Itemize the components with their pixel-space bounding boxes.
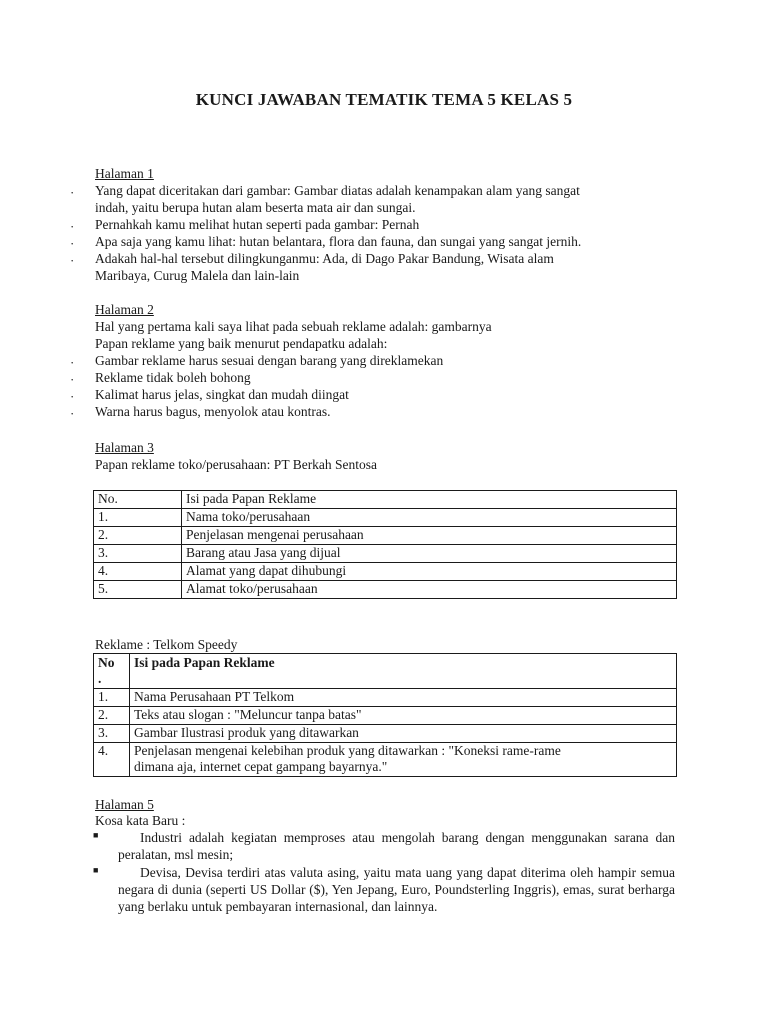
table-cell-no: 2. xyxy=(94,527,182,545)
section-heading-halaman-3: Halaman 3 xyxy=(95,440,154,455)
table-cell-isi: Penjelasan mengenai perusahaan xyxy=(182,527,677,545)
table-row xyxy=(94,509,677,527)
paragraph-line: Hal yang pertama kali saya lihat pada sebuah reklame adalah: gambarnya xyxy=(95,319,492,334)
list-item: Adakah hal-hal tersebut dilingkunganmu: Ada, di Dago Pakar Bandung, Wisata alam xyxy=(95,251,554,266)
bullet-dot: · xyxy=(70,389,75,404)
square-bullet-icon: ■ xyxy=(93,830,99,840)
table-cell-isi xyxy=(130,743,677,777)
bullet-dot: · xyxy=(70,253,75,268)
list-item: Reklame tidak boleh bohong xyxy=(95,370,251,385)
table-cell-isi: Alamat toko/perusahaan xyxy=(182,581,677,599)
square-bullet-icon: ■ xyxy=(93,865,99,875)
table-cell-isi: Teks atau slogan : "Meluncur tanpa batas" xyxy=(130,707,677,725)
vocab-item-industri: Industri adalah kegiatan memproses atau mengolah barang dengan menggunakan sarana dan peralatan, msl mesin; xyxy=(118,830,675,862)
list-item: Apa saja yang kamu lihat: hutan belantara, flora dan fauna, dan sungai yang sangat jernih. xyxy=(95,234,582,249)
reklame-table-telkom xyxy=(93,653,677,777)
table-row xyxy=(94,689,677,707)
paragraph-line: Kosa kata Baru : xyxy=(95,813,186,828)
table-cell-no: 1. xyxy=(94,509,182,527)
header-no-dot: . xyxy=(98,671,102,686)
paragraph-line: Papan reklame yang baik menurut pendapatku adalah: xyxy=(95,336,388,351)
table-header-cell: Isi pada Papan Reklame xyxy=(182,491,677,509)
table-cell-isi: Gambar Ilustrasi produk yang ditawarkan xyxy=(130,725,677,743)
list-item: Kalimat harus jelas, singkat dan mudah diingat xyxy=(95,387,349,402)
list-item-continuation: Maribaya, Curug Malela dan lain-lain xyxy=(95,268,300,283)
bullet-dot: · xyxy=(70,236,75,251)
table-cell-isi: Barang atau Jasa yang dijual xyxy=(182,545,677,563)
table-cell-no: 3. xyxy=(94,725,130,743)
table-cell-no: 3. xyxy=(94,545,182,563)
vocab-item-devisa: Devisa, Devisa terdiri atas valuta asing, yaitu mata uang yang dapat diterima oleh hampir semua negara di dunia (seperti US Dollar ($), Yen Jepang, Euro, Poundsterling Inggris), emas, surat berharga yang berlaku untuk pembayaran internasional, dan lainnya. xyxy=(118,865,675,914)
table-row xyxy=(94,581,677,599)
table-cell-isi: Nama Perusahaan PT Telkom xyxy=(130,689,677,707)
table-caption: Reklame : Telkom Speedy xyxy=(95,637,238,652)
table-row xyxy=(94,545,677,563)
section-heading-halaman-2: Halaman 2 xyxy=(95,302,154,317)
table-cell-no: 1. xyxy=(94,689,130,707)
table-header-row xyxy=(94,654,677,689)
section-heading-halaman-5: Halaman 5 xyxy=(95,797,154,812)
table-header-cell: Isi pada Papan Reklame xyxy=(130,654,677,689)
table-cell-no: 4. xyxy=(94,563,182,581)
bullet-dot: · xyxy=(70,185,75,200)
page-title: KUNCI JAWABAN TEMATIK TEMA 5 KELAS 5 xyxy=(195,90,573,109)
bullet-dot: · xyxy=(70,355,75,370)
table-header-cell-no xyxy=(94,654,130,689)
paragraph-line: Papan reklame toko/perusahaan: PT Berkah Sentosa xyxy=(95,457,378,472)
table-header-cell: No. xyxy=(94,491,182,509)
table-row xyxy=(94,563,677,581)
table-row xyxy=(94,707,677,725)
table-row xyxy=(94,743,677,777)
bullet-dot: · xyxy=(70,219,75,234)
cell-line: dimana aja, internet cepat gampang bayarnya." xyxy=(134,759,388,774)
list-item: Warna harus bagus, menyolok atau kontras. xyxy=(95,404,331,419)
header-no-text: No xyxy=(98,655,115,670)
bullet-dot: · xyxy=(70,406,75,421)
table-cell-no: 2. xyxy=(94,707,130,725)
section-heading-halaman-1: Halaman 1 xyxy=(95,166,154,181)
reklame-table-1 xyxy=(93,490,677,599)
table-cell-no: 4. xyxy=(94,743,130,777)
table-cell-no: 5. xyxy=(94,581,182,599)
table-header-row xyxy=(94,491,677,509)
table-cell-isi: Nama toko/perusahaan xyxy=(182,509,677,527)
list-item-continuation: indah, yaitu berupa hutan alam beserta mata air dan sungai. xyxy=(95,200,416,215)
bullet-dot: · xyxy=(70,372,75,387)
list-item: Gambar reklame harus sesuai dengan barang yang direklamekan xyxy=(95,353,444,368)
table-row xyxy=(94,725,677,743)
list-item: Pernahkah kamu melihat hutan seperti pada gambar: Pernah xyxy=(95,217,420,232)
table-row xyxy=(94,527,677,545)
list-item: Yang dapat diceritakan dari gambar: Gambar diatas adalah kenampakan alam yang sangat xyxy=(95,183,580,198)
cell-line: Penjelasan mengenai kelebihan produk yang ditawarkan : "Koneksi rame-rame xyxy=(134,743,561,758)
table-cell-isi: Alamat yang dapat dihubungi xyxy=(182,563,677,581)
